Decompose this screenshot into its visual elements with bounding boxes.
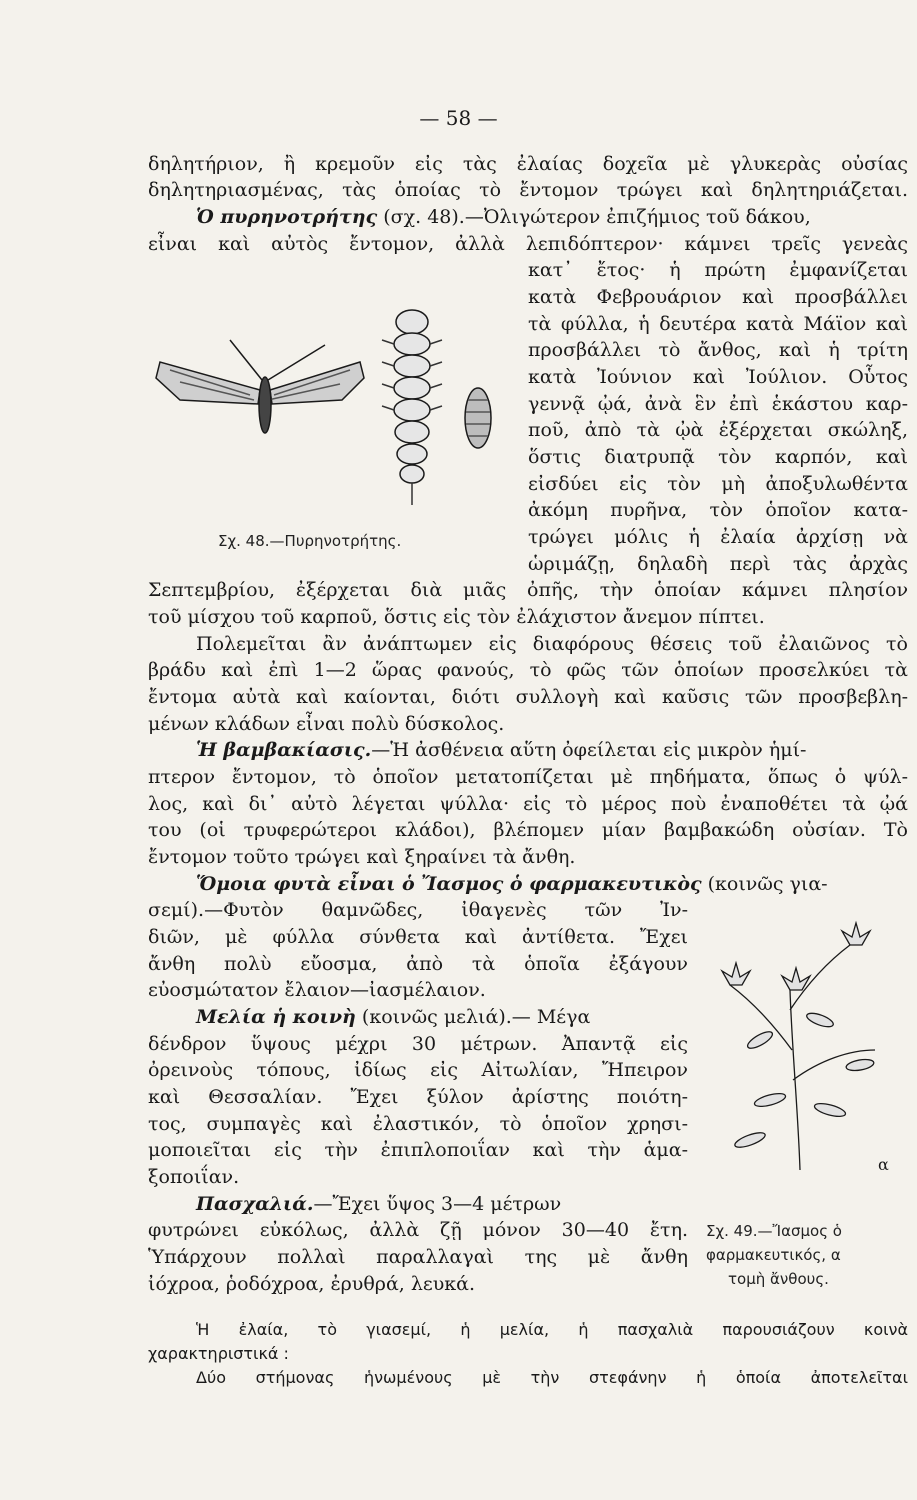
- page-number: — 58 —: [419, 106, 498, 130]
- text-line: ὅστις διατρυπᾷ τὸν καρπόν, καὶ: [528, 446, 908, 468]
- figure-49-caption-line: φαρμακευτικός, α: [706, 1246, 841, 1264]
- text-line: κατ᾽ ἔτος· ἡ πρώτη ἐμφανίζεται: [528, 259, 908, 281]
- paragraph-vamvakiasis-first-line: [148, 738, 908, 762]
- text-line: ὀρεινοὺς τόπους, ἰδίως εἰς Αἰτωλίαν, Ἤπειρον: [148, 1059, 688, 1081]
- heading-iasmos: Ὅμοια φυτὰ εἶναι ὁ Ἴασμος ὁ φαρμακευτικὸς: [196, 873, 702, 895]
- text-span: (σχ. 48).—Ὀλιγώτερον ἐπιζήμιος τοῦ δάκου,: [383, 206, 811, 228]
- text-line: μένων κλάδων εἶναι πολὺ δύσκολος.: [148, 713, 505, 735]
- text-span: (κοινῶς για-: [707, 873, 828, 895]
- text-span: —Ἡ ἀσθένεια αὕτη ὀφείλεται εἰς μικρὸν ἡμί-: [371, 739, 807, 761]
- text-line: γεννᾷ ᾠά, ἀνὰ ἓν ἐπὶ ἑκάστου καρ-: [528, 393, 908, 415]
- text-line: του (οἱ τρυφερώτεροι κλάδοι), βλέπομεν μίαν βαμβακώδη οὐσίαν. Τὸ: [148, 819, 908, 841]
- heading-pyrinotritis: Ὁ πυρηνοτρήτης: [196, 206, 378, 228]
- text-line: τοῦ μίσχου τοῦ καρποῦ, ὅστις εἰς τὸν ἐλάχιστον ἄνεμον πίπτει.: [148, 606, 765, 628]
- text-line: ποῦ, ἀπὸ τὰ ᾠὰ ἐξέρχεται σκώληξ,: [528, 419, 908, 441]
- text-line: ἔντομα αὐτὰ καὶ καίονται, διότι συλλογὴ καὶ καῦσις τῶν προσβεβλη-: [148, 686, 908, 708]
- text-line: διῶν, μὲ φύλλα σύνθετα καὶ ἀντίθετα. Ἔχει: [148, 926, 688, 948]
- heading-paschalia: Πασχαλιά.: [196, 1193, 314, 1215]
- text-line: ἀκόμη πυρῆνα, τὸν ὁποῖον κατα-: [528, 499, 908, 521]
- text-line: πτερον ἔντομον, τὸ ὁποῖον μετατοπίζεται μὲ πηδήματα, ὅπως ὁ ψύλ-: [148, 766, 908, 788]
- text-line: εὐοσμώτατον ἔλαιον—ἰασμέλαιον.: [148, 979, 486, 1001]
- text-line: βράδυ καὶ ἐπὶ 1—2 ὥρας φανούς, τὸ φῶς τῶν ὁποίων προσελκύει τὰ: [148, 659, 908, 681]
- text-line: ἰόχροα, ῥοδόχροα, ἐρυθρά, λευκά.: [148, 1273, 476, 1295]
- footer-line: Δύο στήμονας ἡνωμένους μὲ τὴν στεφάνην ἡ ὁποία ἀποτελεῖται: [196, 1368, 908, 1387]
- footer-line: Ἡ ἐλαία, τὸ γιασεμί, ἡ μελία, ἡ πασχαλιὰ παρουσιάζουν κοινὰ: [196, 1320, 908, 1339]
- text-line: ἔντομον τοῦτο τρώγει καὶ ξηραίνει τὰ ἄνθη.: [148, 846, 576, 868]
- text-line: κατὰ Φεβρουάριον καὶ προσβάλλει: [528, 286, 908, 308]
- figure-48-caption: Σχ. 48.—Πυρηνοτρήτης.: [218, 532, 402, 550]
- text-span: (κοινῶς μελιά).— Μέγα: [361, 1006, 591, 1028]
- figure-49-jasmine-illustration: [700, 900, 910, 1180]
- text-line: δένδρον ὕψους μέχρι 30 μέτρων. Ἀπαντᾷ εἰς: [148, 1033, 688, 1055]
- text-line: Ὑπάρχουν πολλαὶ παραλλαγαὶ της μὲ ἄνθη: [148, 1246, 688, 1268]
- heading-melia: Μελία ἡ κοινὴ: [196, 1006, 356, 1028]
- figure-48-moth-illustration: [150, 300, 520, 530]
- text-line: εἶναι καὶ αὐτὸς ἔντομον, ἀλλὰ λεπιδόπτερον· κάμνει τρεῖς γενεὰς: [148, 233, 908, 255]
- text-line: εἰσδύει εἰς τὸν μὴ ἀποξυλωθέντα: [528, 473, 908, 495]
- footer-line: χαρακτηριστικά :: [148, 1344, 289, 1363]
- figure-49-caption-line: Σχ. 49.—Ἴασμος ὁ: [706, 1222, 842, 1240]
- text-line: καὶ Θεσσαλίαν. Ἔχει ξύλον ἀρίστης ποιότη-: [148, 1086, 688, 1108]
- figure-49-label-alpha: α: [878, 1155, 889, 1174]
- paragraph-paschalia-first-line: [148, 1192, 688, 1216]
- text-line: προσβάλλει τὸ ἄνθος, καὶ ἡ τρίτη: [528, 339, 908, 361]
- text-line: μοποιεῖται εἰς τὴν ἐπιπλοποιΐαν καὶ τὴν ἁμα-: [148, 1139, 688, 1161]
- text-line: φυτρώνει εὐκόλως, ἀλλὰ ζῇ μόνον 30—40 ἔτη.: [148, 1219, 688, 1241]
- heading-vamvakiasis: Ἡ βαμβακίασις.: [196, 739, 372, 761]
- text-line: ἄνθη πολὺ εὔοσμα, ἀπὸ τὰ ὁποῖα ἐξάγουν: [148, 953, 688, 975]
- paragraph-melia-first-line: [148, 1005, 688, 1029]
- text-span: —Ἔχει ὕψος 3—4 μέτρων: [313, 1193, 562, 1215]
- text-line: κατὰ Ἰούνιον καὶ Ἰούλιον. Οὗτος: [528, 366, 908, 388]
- text-line: Πολεμεῖται ἂν ἀνάπτωμεν εἰς διαφόρους θέσεις τοῦ ἐλαιῶνος τὸ: [196, 633, 908, 655]
- text-line: δηλητήριον, ἢ κρεμοῦν εἰς τὰς ἐλαίας δοχεῖα μὲ γλυκερὰς οὐσίας: [148, 153, 908, 175]
- text-line: ξοποιΐαν.: [148, 1166, 240, 1188]
- text-line: Σεπτεμβρίου, ἐξέρχεται διὰ μιᾶς ὀπῆς, τὴν ὁποίαν κάμνει πλησίον: [148, 579, 908, 601]
- text-line: τρώγει μόλις ἡ ἐλαία ἀρχίσῃ νὰ: [528, 526, 908, 548]
- paragraph-pyrinotritis-first-line: [148, 205, 908, 229]
- figure-49-caption-line: τομὴ ἄνθους.: [728, 1270, 829, 1288]
- text-line: τος, συμπαγὲς καὶ ἐλαστικόν, τὸ ὁποῖον χρησι-: [148, 1113, 688, 1135]
- paragraph-iasmos-first-line: [148, 872, 908, 896]
- text-line: σεμί).—Φυτὸν θαμνῶδες, ἰθαγενὲς τῶν Ἰν-: [148, 899, 688, 921]
- text-line: ὡριμάζῃ, δηλαδὴ περὶ τὰς ἀρχὰς: [528, 553, 908, 575]
- text-line: δηλητηριασμένας, τὰς ὁποίας τὸ ἔντομον τρώγει καὶ δηλητηριάζεται.: [148, 179, 908, 201]
- text-line: λος, καὶ δι᾽ αὐτὸ λέγεται ψύλλα· εἰς τὸ μέρος ποὺ ἐναποθέτει τὰ ᾠά: [148, 793, 908, 815]
- text-line: τὰ φύλλα, ἡ δευτέρα κατὰ Μάϊον καὶ: [528, 313, 908, 335]
